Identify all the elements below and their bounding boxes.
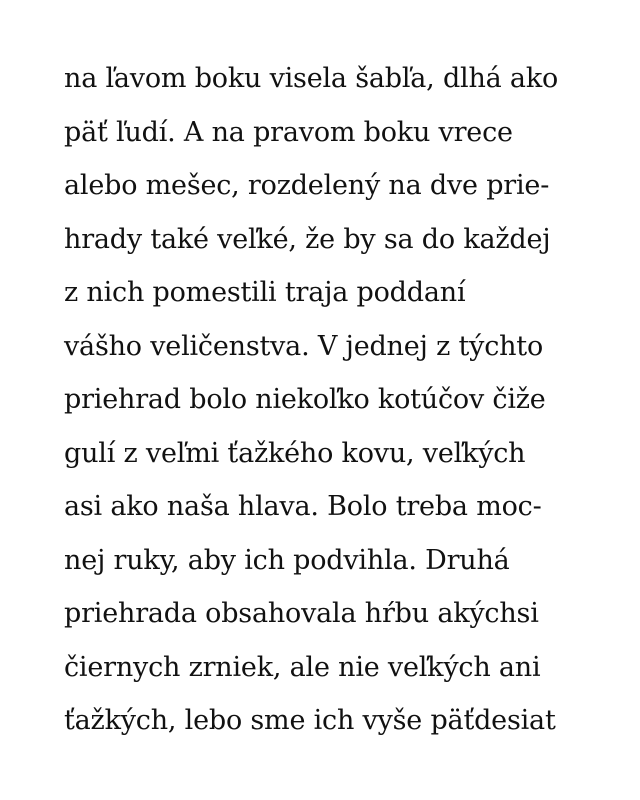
text-line-11: priehrada obsahovala hŕbu akýchsi [64,598,539,629]
text-line-9: asi ako naša hlava. Bolo treba moc- [64,491,542,522]
text-line-2: päť ľudí. A na pravom boku vrece [64,116,513,148]
text-line-3: alebo mešec, rozdelený na dve prie- [64,170,550,201]
text-line-6: vášho veličenstva. V jednej z týchto [64,330,544,362]
text-line-4: hrady také veľké, že by sa do každej [64,223,551,255]
text-line-13: ťažkých, lebo sme ich vyše päťdesiat [64,705,556,736]
text-line-8: gulí z veľmi ťažkého kovu, veľkých [64,437,526,469]
text-line-10: nej ruky, aby ich podvihla. Druhá [64,544,510,576]
page-text [64,52,584,748]
text-line-1: na ľavom boku visela šabľa, dlhá ako [64,63,559,94]
text-line-5: z nich pomestili traja poddaní [64,277,466,308]
text-line-7: priehrad bolo niekoľko kotúčov čiže [64,384,546,415]
text-line-12: čiernych zrniek, ale nie veľkých ani [64,651,541,683]
